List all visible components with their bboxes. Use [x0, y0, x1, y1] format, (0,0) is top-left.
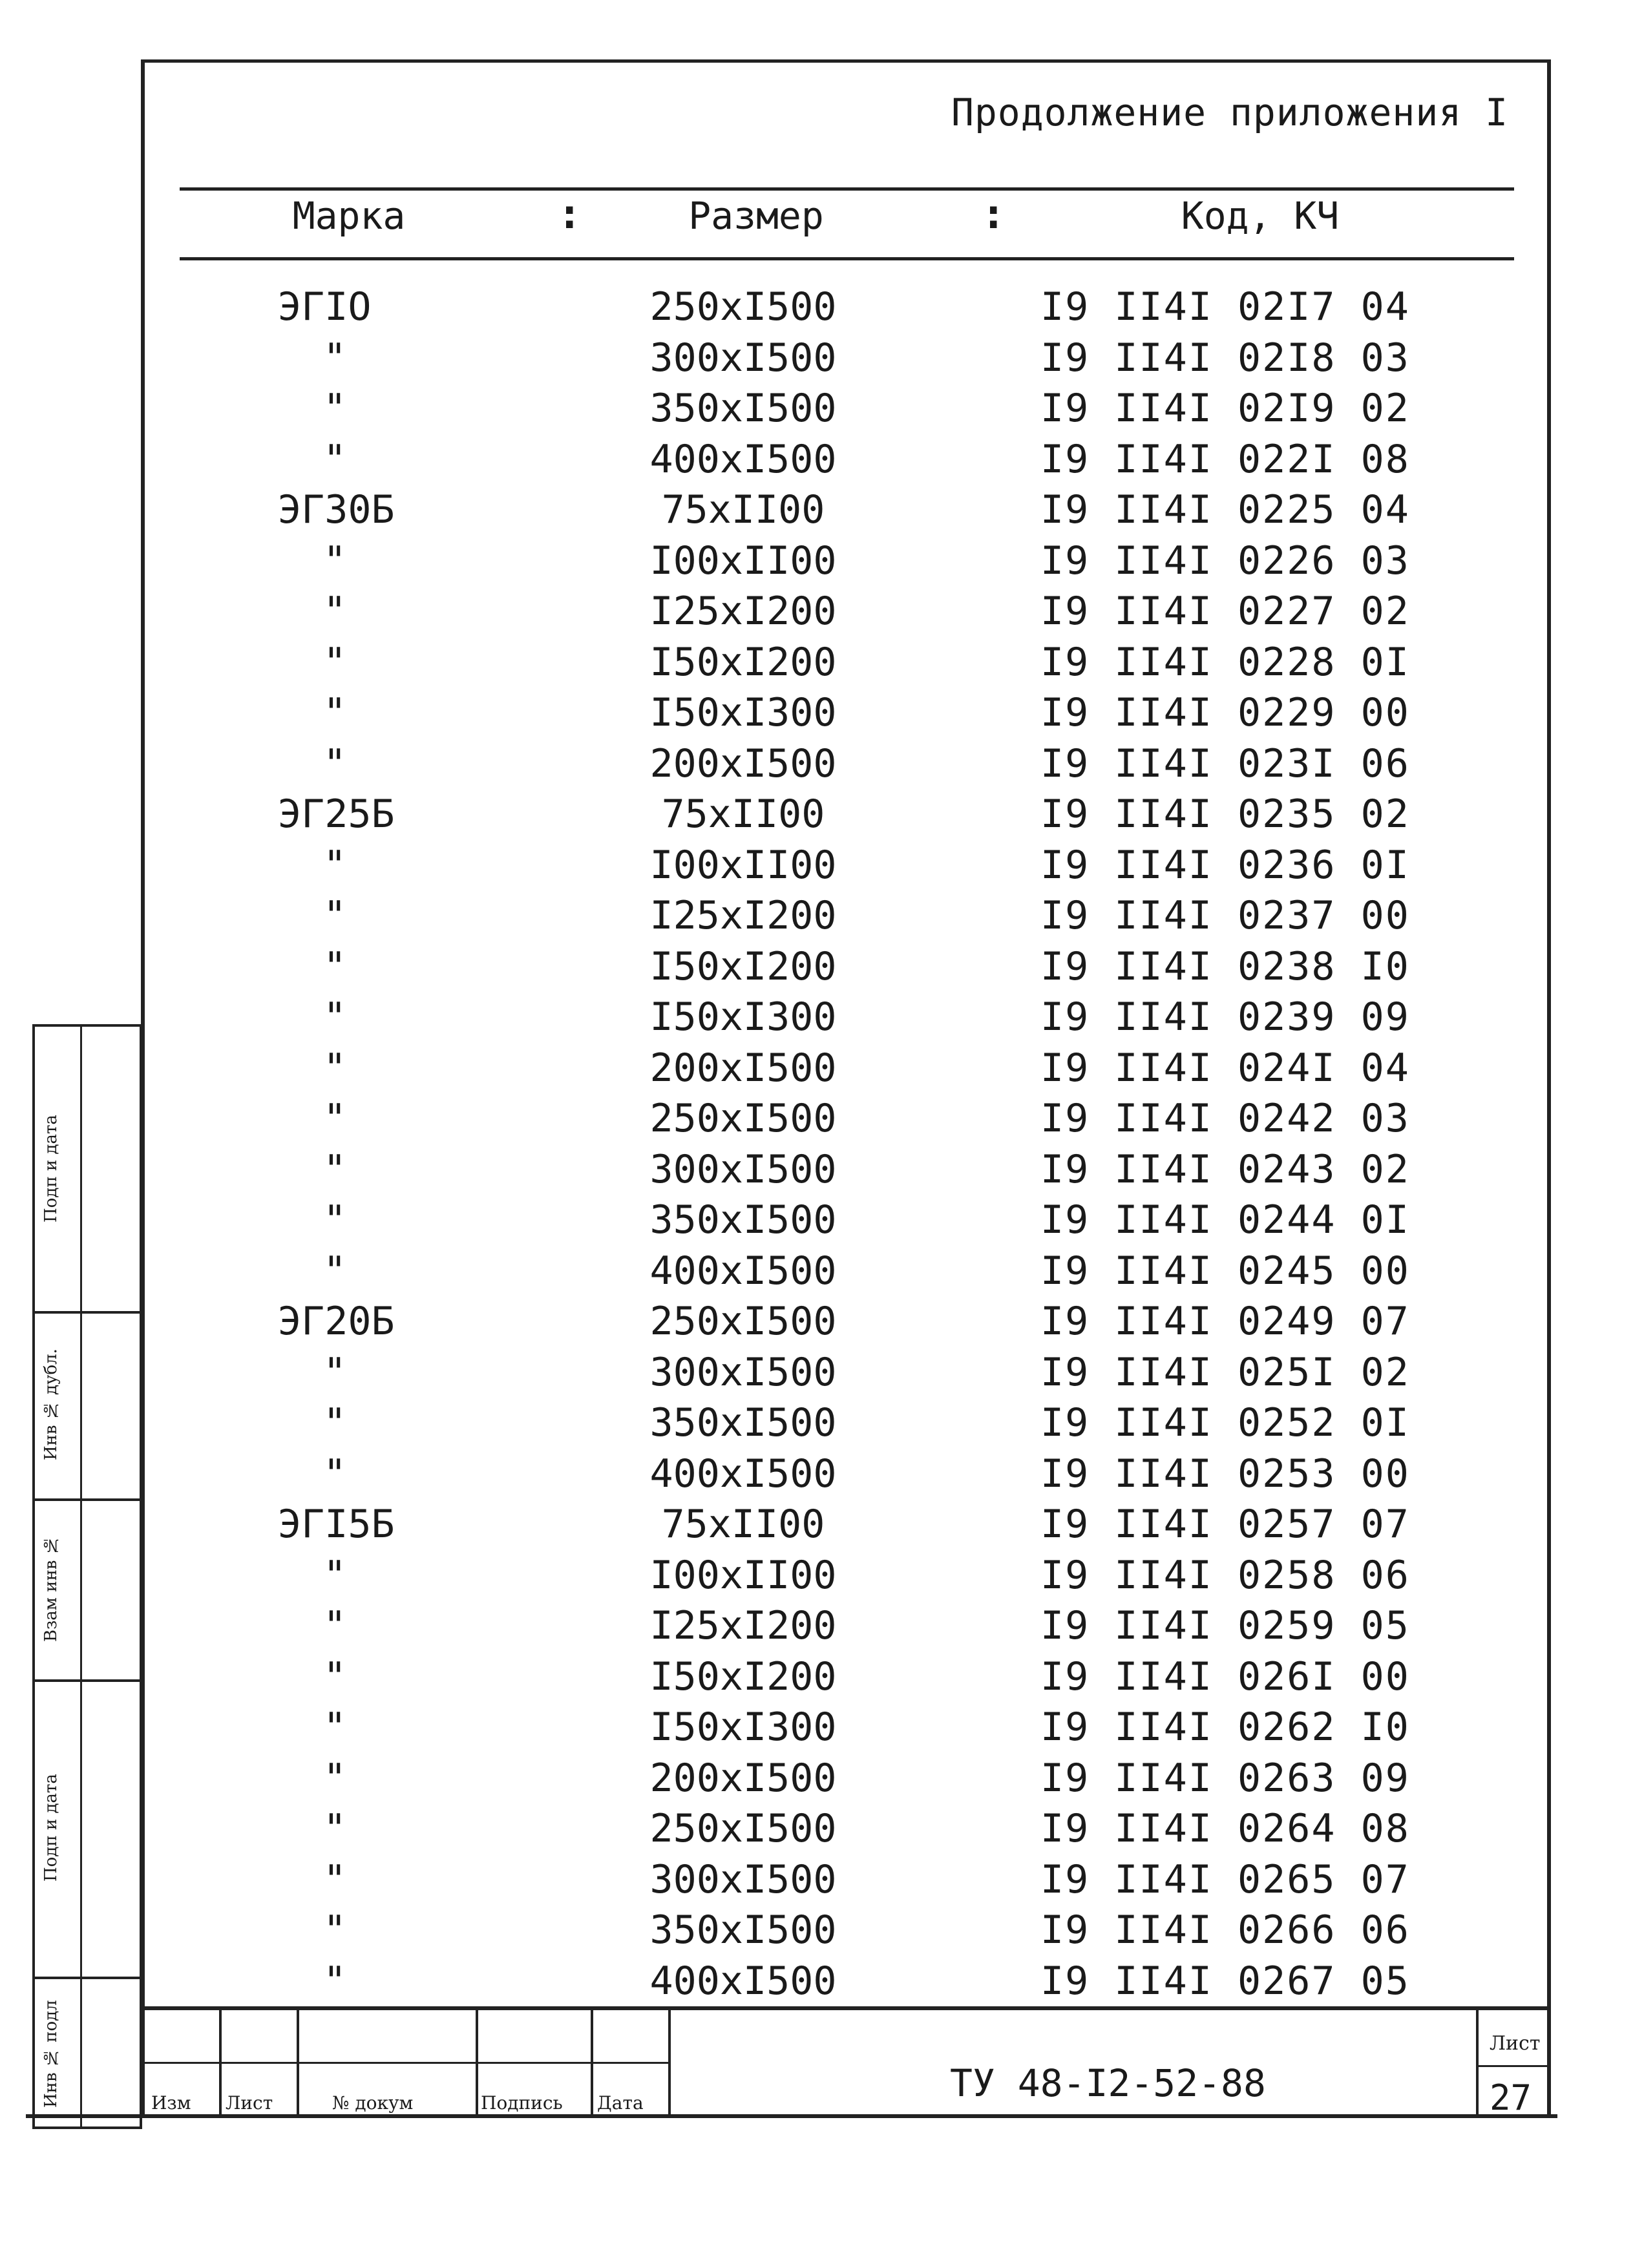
- table-row: [0, 1502, 1644, 1552]
- cell-marka: ": [323, 639, 347, 685]
- cell-size: 200хI500: [649, 1045, 837, 1091]
- title-block: [145, 2006, 1551, 2116]
- cell-code: I9 II4I 0228 0I: [1040, 639, 1410, 685]
- cell-marka: ": [323, 1045, 347, 1091]
- title-block-divider: [1476, 2010, 1479, 2116]
- cell-size: 350хI500: [649, 1400, 837, 1445]
- cell-size: 400хI500: [649, 436, 837, 482]
- cell-marka: ": [323, 1907, 347, 1953]
- cell-code: I9 II4I 02I8 03: [1040, 335, 1410, 381]
- cell-code: I9 II4I 0245 00: [1040, 1248, 1410, 1294]
- cell-marka: ": [323, 1654, 347, 1699]
- cell-size: I50хI200: [649, 639, 837, 685]
- cell-size: 400хI500: [649, 1451, 837, 1496]
- table-row: [0, 741, 1644, 792]
- cell-marka: ": [323, 1755, 347, 1801]
- cell-size: 75хII00: [661, 487, 825, 532]
- cell-size: I25хI200: [649, 589, 837, 634]
- cell-marka: ": [323, 994, 347, 1040]
- cell-code: I9 II4I 023I 06: [1040, 740, 1410, 786]
- cell-code: I9 II4I 0244 0I: [1040, 1197, 1410, 1243]
- cell-code: I9 II4I 0266 06: [1040, 1907, 1410, 1953]
- cell-size: I00хII00: [649, 538, 837, 583]
- cell-size: 200хI500: [649, 740, 837, 786]
- cell-marka: ": [323, 893, 347, 938]
- margin-rule: [35, 1679, 140, 1682]
- cell-size: 350хI500: [649, 1197, 837, 1243]
- cell-marka: ": [323, 1197, 347, 1243]
- table-row: [0, 893, 1644, 943]
- cell-size: 250хI500: [649, 1096, 837, 1141]
- table-row: [0, 792, 1644, 842]
- cell-size: I50хI300: [649, 994, 837, 1040]
- table-row: [0, 1553, 1644, 1603]
- table-row: [0, 538, 1644, 589]
- cell-size: 250хI500: [649, 1299, 837, 1344]
- cell-size: 350хI500: [649, 386, 837, 431]
- margin-label: Взам инв №: [41, 1535, 61, 1643]
- cell-code: I9 II4I 0225 04: [1040, 487, 1410, 532]
- cell-code: I9 II4I 024I 04: [1040, 1045, 1410, 1091]
- cell-marka: ЭГIO: [278, 284, 372, 330]
- table-row: [0, 1958, 1644, 2009]
- cell-code: I9 II4I 0262 I0: [1040, 1705, 1410, 1750]
- cell-size: I50хI200: [649, 943, 837, 989]
- cell-size: 300хI500: [649, 335, 837, 381]
- label-doc-number: № докум: [332, 2092, 414, 2114]
- table-row: [0, 1451, 1644, 1502]
- table-row: [0, 487, 1644, 538]
- cell-marka: ": [323, 1248, 347, 1294]
- cell-code: I9 II4I 0258 06: [1040, 1552, 1410, 1598]
- cell-code: I9 II4I 0267 05: [1040, 1958, 1410, 2004]
- cell-marka: ": [323, 1146, 347, 1192]
- sheet-number: 27: [1490, 2077, 1532, 2118]
- cell-size: 300хI500: [649, 1146, 837, 1192]
- column-separator: :: [557, 191, 582, 238]
- cell-code: I9 II4I 0237 00: [1040, 893, 1410, 938]
- label-izm: Изм: [151, 2092, 191, 2114]
- margin-stamp: [32, 1024, 142, 2129]
- column-header-marka: Марка: [292, 194, 406, 238]
- cell-marka: ": [323, 1705, 347, 1750]
- table-row: [0, 1197, 1644, 1248]
- cell-marka: ": [323, 386, 347, 431]
- label-date: Дата: [597, 2092, 644, 2114]
- cell-size: 300хI500: [649, 1856, 837, 1902]
- table-row: [0, 1096, 1644, 1146]
- label-list: Лист: [226, 2092, 273, 2114]
- cell-marka: ": [323, 842, 347, 888]
- cell-code: I9 II4I 0257 07: [1040, 1502, 1410, 1547]
- cell-size: I50хI300: [649, 1705, 837, 1750]
- cell-marka: ": [323, 1958, 347, 2004]
- table-row: [0, 1248, 1644, 1299]
- margin-rule: [35, 1498, 140, 1501]
- table-row: [0, 1705, 1644, 1755]
- cell-code: I9 II4I 0227 02: [1040, 589, 1410, 634]
- cell-code: I9 II4I 0235 02: [1040, 792, 1410, 837]
- title-block-divider: [668, 2010, 671, 2116]
- table-row: [0, 1907, 1644, 1958]
- table-row: [0, 589, 1644, 639]
- column-header-code: Код, КЧ: [1181, 194, 1340, 238]
- table-row: [0, 1045, 1644, 1096]
- cell-code: I9 II4I 0243 02: [1040, 1146, 1410, 1192]
- cell-size: I00хII00: [649, 1552, 837, 1598]
- cell-marka: ": [323, 335, 347, 381]
- cell-size: 300хI500: [649, 1349, 837, 1395]
- cell-marka: ЭГ30Б: [278, 487, 395, 532]
- cell-code: I9 II4I 025I 02: [1040, 1349, 1410, 1395]
- cell-size: 75хII00: [661, 792, 825, 837]
- cell-code: I9 II4I 0264 08: [1040, 1806, 1410, 1851]
- document-code: ТУ 48-I2-52-88: [950, 2061, 1266, 2105]
- table-row: [0, 944, 1644, 994]
- cell-size: 400хI500: [649, 1248, 837, 1294]
- title-block-rule: [1476, 2065, 1551, 2067]
- margin-label: Инв № подл: [41, 2000, 61, 2108]
- margin-rule: [35, 1311, 140, 1314]
- table-row: [0, 1147, 1644, 1197]
- table-row: [0, 386, 1644, 436]
- table-row: [0, 1603, 1644, 1654]
- cell-code: I9 II4I 022I 08: [1040, 436, 1410, 482]
- cell-size: 75хII00: [661, 1502, 825, 1547]
- table-row: [0, 1400, 1644, 1451]
- table-row: [0, 284, 1644, 335]
- cell-code: I9 II4I 0229 00: [1040, 690, 1410, 735]
- title-block-rule: [145, 2062, 668, 2064]
- cell-marka: ": [323, 589, 347, 634]
- cell-marka: ": [323, 740, 347, 786]
- cell-size: I25хI200: [649, 1603, 837, 1648]
- cell-code: I9 II4I 0249 07: [1040, 1299, 1410, 1344]
- cell-code: I9 II4I 0263 09: [1040, 1755, 1410, 1801]
- cell-marka: ": [323, 538, 347, 583]
- table-row: [0, 335, 1644, 386]
- cell-code: I9 II4I 02I7 04: [1040, 284, 1410, 330]
- table-row: [0, 1857, 1644, 1907]
- column-separator: :: [981, 191, 1006, 238]
- cell-size: 350хI500: [649, 1907, 837, 1953]
- cell-code: I9 II4I 0238 I0: [1040, 943, 1410, 989]
- margin-label: Подп и дата: [41, 1774, 61, 1882]
- cell-code: I9 II4I 0265 07: [1040, 1856, 1410, 1902]
- cell-marka: ": [323, 1552, 347, 1598]
- cell-code: I9 II4I 0239 09: [1040, 994, 1410, 1040]
- cell-code: I9 II4I 02I9 02: [1040, 386, 1410, 431]
- cell-code: I9 II4I 026I 00: [1040, 1654, 1410, 1699]
- table-row: [0, 437, 1644, 487]
- cell-size: 200хI500: [649, 1755, 837, 1801]
- cell-size: 400хI500: [649, 1958, 837, 2004]
- table-row: [0, 994, 1644, 1045]
- cell-size: I50хI300: [649, 690, 837, 735]
- cell-code: I9 II4I 0252 0I: [1040, 1400, 1410, 1445]
- table-row: [0, 1806, 1644, 1856]
- cell-marka: ": [323, 943, 347, 989]
- table-top-rule: [180, 187, 1514, 191]
- cell-marka: ": [323, 1096, 347, 1141]
- table-row: [0, 1756, 1644, 1806]
- cell-marka: ": [323, 1349, 347, 1395]
- cell-marka: ": [323, 1603, 347, 1648]
- cell-marka: ": [323, 436, 347, 482]
- cell-code: I9 II4I 0242 03: [1040, 1096, 1410, 1141]
- cell-size: 250хI500: [649, 1806, 837, 1851]
- label-signature: Подпись: [481, 2092, 563, 2114]
- table-header-rule: [180, 257, 1514, 260]
- margin-divider: [80, 1027, 82, 2126]
- cell-code: I9 II4I 0236 0I: [1040, 842, 1410, 888]
- table-row: [0, 1350, 1644, 1400]
- page-bottom-rule: [26, 2114, 1557, 2118]
- margin-rule: [35, 1977, 140, 1979]
- cell-marka: ЭГ25Б: [278, 792, 395, 837]
- cell-marka: ": [323, 1856, 347, 1902]
- cell-marka: ": [323, 1806, 347, 1851]
- table-row: [0, 1654, 1644, 1705]
- sheet-label: Лист: [1490, 2032, 1541, 2055]
- cell-size: I25хI200: [649, 893, 837, 938]
- margin-label: Инв № дубл.: [41, 1349, 61, 1461]
- cell-code: I9 II4I 0259 05: [1040, 1603, 1410, 1648]
- cell-size: I00хII00: [649, 842, 837, 888]
- cell-marka: ЭГ20Б: [278, 1299, 395, 1344]
- cell-code: I9 II4I 0253 00: [1040, 1451, 1410, 1496]
- table-row: [0, 1299, 1644, 1349]
- cell-size: I50хI200: [649, 1654, 837, 1699]
- cell-size: 250хI500: [649, 284, 837, 330]
- table-row: [0, 640, 1644, 690]
- cell-code: I9 II4I 0226 03: [1040, 538, 1410, 583]
- margin-label: Подп и дата: [41, 1115, 61, 1223]
- cell-marka: ": [323, 690, 347, 735]
- column-header-size: Размер: [688, 194, 824, 238]
- cell-marka: ЭГI5Б: [278, 1502, 395, 1547]
- table-row: [0, 690, 1644, 740]
- cell-marka: ": [323, 1451, 347, 1496]
- table-row: [0, 843, 1644, 893]
- page-heading: Продолжение приложения I: [951, 90, 1508, 134]
- cell-marka: ": [323, 1400, 347, 1445]
